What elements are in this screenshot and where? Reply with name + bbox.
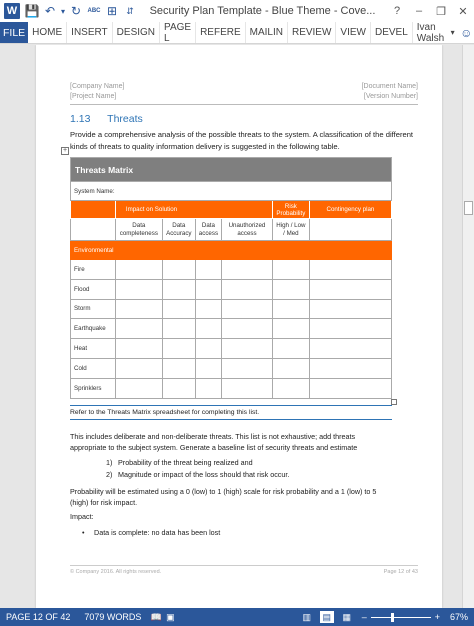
format-icon[interactable]: ⊞ <box>106 4 118 18</box>
document-page[interactable] <box>36 45 442 608</box>
table-cell[interactable] <box>195 358 221 378</box>
web-layout-icon[interactable]: ▦ <box>342 611 351 622</box>
tab-design[interactable]: DESIGN <box>113 22 160 43</box>
scrollbar-thumb[interactable] <box>464 201 473 215</box>
word-count[interactable]: 7079 WORDS <box>84 612 142 622</box>
sub-header-high-low-med: High / Low / Med <box>272 219 309 241</box>
print-layout-icon[interactable]: ▤ <box>320 611 334 623</box>
table-cell[interactable] <box>272 279 309 299</box>
close-button[interactable]: ✕ <box>458 5 468 18</box>
threat-cold: Cold <box>71 358 116 378</box>
table-cell[interactable] <box>272 260 309 280</box>
table-cell[interactable] <box>195 260 221 280</box>
redo-icon[interactable]: ↻ <box>70 4 82 18</box>
table-move-handle-icon[interactable]: + <box>62 147 68 154</box>
table-cell[interactable] <box>222 299 273 319</box>
numbered-list <box>106 457 289 481</box>
read-mode-icon[interactable]: ▥ <box>302 611 311 622</box>
table-cell[interactable] <box>309 319 391 339</box>
tab-references[interactable]: REFERE <box>196 22 246 43</box>
document-area[interactable] <box>0 45 462 608</box>
header-project-name: [Project Name] <box>70 93 117 100</box>
table-caption: Refer to the Threats Matrix spreadsheet for completing this list. <box>70 409 260 416</box>
user-name: Ivan Walsh <box>416 21 445 44</box>
tab-file[interactable]: FILE <box>0 22 28 43</box>
feedback-smiley-icon[interactable]: ☺ <box>460 25 473 40</box>
table-cell[interactable] <box>162 339 195 359</box>
table-cell[interactable] <box>272 378 309 398</box>
quick-access-toolbar <box>23 0 139 22</box>
table-cell[interactable] <box>309 279 391 299</box>
section-title: Threats <box>107 113 143 125</box>
table-cell[interactable] <box>162 378 195 398</box>
zoom-knob[interactable] <box>391 613 394 622</box>
table-cell[interactable] <box>272 358 309 378</box>
bullet-text: Data is complete: no data has been lost <box>94 528 221 537</box>
table-cell[interactable] <box>272 299 309 319</box>
table-cell <box>309 219 391 241</box>
table-cell[interactable] <box>272 339 309 359</box>
table-cell[interactable] <box>222 358 273 378</box>
bullet-icon: • <box>82 528 85 537</box>
table-cell[interactable] <box>309 260 391 280</box>
page-indicator[interactable]: PAGE 12 OF 42 <box>6 612 71 622</box>
header-company-name: [Company Name] <box>70 83 125 90</box>
bullet-item <box>82 528 220 537</box>
table-cell[interactable] <box>195 299 221 319</box>
table-cell[interactable] <box>115 260 162 280</box>
threat-heat: Heat <box>71 339 116 359</box>
table-cell[interactable] <box>222 260 273 280</box>
caption-top-rule <box>70 405 392 406</box>
table-cell[interactable] <box>222 319 273 339</box>
table-cell[interactable] <box>162 279 195 299</box>
vertical-scrollbar[interactable] <box>462 45 474 608</box>
system-name-label: System Name: <box>71 182 392 201</box>
threats-matrix-table <box>70 157 392 399</box>
minimize-button[interactable]: – <box>415 5 423 17</box>
zoom-out-icon[interactable]: – <box>361 612 367 622</box>
category-environmental: Environmental <box>71 241 392 260</box>
table-cell[interactable] <box>115 378 162 398</box>
table-cell[interactable] <box>309 339 391 359</box>
title-bar <box>0 0 474 22</box>
list-number: 2) <box>106 470 113 479</box>
zoom-track[interactable] <box>371 617 431 618</box>
table-cell[interactable] <box>195 339 221 359</box>
threat-flood: Flood <box>71 279 116 299</box>
impact-header: Impact on Solution <box>115 201 272 219</box>
header-version-number: [Version Number] <box>363 93 418 100</box>
customize-toolbar-icon[interactable]: ⇵ <box>126 5 134 16</box>
table-cell[interactable] <box>222 279 273 299</box>
save-icon[interactable]: 💾 <box>24 4 40 18</box>
tab-home[interactable]: HOME <box>28 22 67 43</box>
sub-header-unauthorized-access: Unauthorized access <box>222 219 273 241</box>
spelling-icon[interactable]: ABC <box>87 8 101 14</box>
header-right <box>362 82 418 102</box>
header-divider <box>70 104 418 105</box>
sub-header-data-accuracy: Data Accuracy <box>162 219 195 241</box>
window-title: Security Plan Template - Blue Theme - Cove... <box>149 5 376 17</box>
status-bar <box>0 608 474 626</box>
intro-paragraph: Provide a comprehensive analysis of the possible threats to the system. A classification of the different kinds of threats to quality information delivery is suggested in the following table. <box>70 130 414 151</box>
help-button[interactable]: ? <box>393 5 401 17</box>
list-item <box>106 457 289 469</box>
table-cell[interactable] <box>309 358 391 378</box>
table-cell[interactable] <box>272 319 309 339</box>
table-cell <box>71 219 116 241</box>
impact-label: Impact: <box>70 512 94 521</box>
table-cell[interactable] <box>162 299 195 319</box>
table-cell[interactable] <box>162 319 195 339</box>
contingency-plan-header: Contingency plan <box>309 201 391 219</box>
tab-page-layout[interactable]: PAGE L <box>160 22 196 43</box>
table-cell[interactable] <box>309 378 391 398</box>
threat-storm: Storm <box>71 299 116 319</box>
list-number: 1) <box>106 458 113 467</box>
footer-copyright: © Company 2016. All rights reserved. <box>70 569 162 575</box>
sub-header-data-access: Data access <box>195 219 221 241</box>
footer-divider <box>70 565 418 566</box>
word-app-icon[interactable]: W <box>4 3 20 19</box>
chevron-down-icon: ▾ <box>450 28 455 37</box>
table-cell[interactable] <box>115 319 162 339</box>
header-document-name: [Document Name] <box>361 83 418 90</box>
tab-mailings[interactable]: MAILIN <box>246 22 288 43</box>
table-cell[interactable] <box>162 260 195 280</box>
threat-earthquake: Earthquake <box>71 319 116 339</box>
undo-icon[interactable]: ↶ <box>44 4 56 18</box>
table-cell[interactable] <box>115 299 162 319</box>
table-cell[interactable] <box>222 339 273 359</box>
table-cell[interactable] <box>162 358 195 378</box>
zoom-level[interactable]: 67% <box>449 612 468 622</box>
table-cell[interactable] <box>309 299 391 319</box>
table-cell[interactable] <box>222 378 273 398</box>
undo-dropdown-icon[interactable]: ▾ <box>60 6 65 16</box>
table-cell <box>71 201 116 219</box>
table-cell[interactable] <box>115 339 162 359</box>
list-text: Magnitude or impact of the loss should that risk occur. <box>118 470 290 479</box>
probability-paragraph: Probability will be estimated using a 0 (low) to 1 (high) scale for risk probability and a 1 (low) to 5 (high) for risk impact. <box>70 487 377 507</box>
zoom-in-icon[interactable]: + <box>434 612 440 622</box>
table-cell[interactable] <box>115 358 162 378</box>
caption-bottom-rule <box>70 419 392 420</box>
tab-view[interactable]: VIEW <box>336 22 371 43</box>
table-cell[interactable] <box>195 378 221 398</box>
threat-fire: Fire <box>71 260 116 280</box>
proofing-icon[interactable]: 📖 <box>150 611 163 622</box>
tab-review[interactable]: REVIEW <box>288 22 336 43</box>
threats-paragraph: This includes deliberate and non-deliberate threats. This list is not exhaustive; add threats appropriate to the subject system. Generate a baseline list of security threats and estimate <box>70 432 358 452</box>
table-cell[interactable] <box>195 279 221 299</box>
macro-recording-icon[interactable]: ▣ <box>166 611 175 622</box>
sub-header-data-completeness: Data completeness <box>115 219 162 241</box>
header-left <box>70 82 124 102</box>
ribbon-tabs <box>0 22 474 44</box>
list-text: Probability of the threat being realized and <box>118 458 253 467</box>
table-cell[interactable] <box>115 279 162 299</box>
tab-developer[interactable]: DEVEL <box>371 22 413 43</box>
table-cell[interactable] <box>195 319 221 339</box>
section-number: 1.13 <box>70 113 91 125</box>
footer-page-number: Page 12 of 43 <box>383 569 418 575</box>
section-heading <box>70 113 143 125</box>
list-item <box>106 469 289 481</box>
table-title: Threats Matrix <box>71 158 392 182</box>
zoom-slider[interactable] <box>362 612 440 622</box>
risk-probability-header: Risk Probability <box>272 201 309 219</box>
user-account[interactable] <box>413 22 459 43</box>
tab-insert[interactable]: INSERT <box>67 22 113 43</box>
restore-button[interactable]: ❐ <box>436 5 446 18</box>
threat-sprinklers: Sprinklers <box>71 378 116 398</box>
